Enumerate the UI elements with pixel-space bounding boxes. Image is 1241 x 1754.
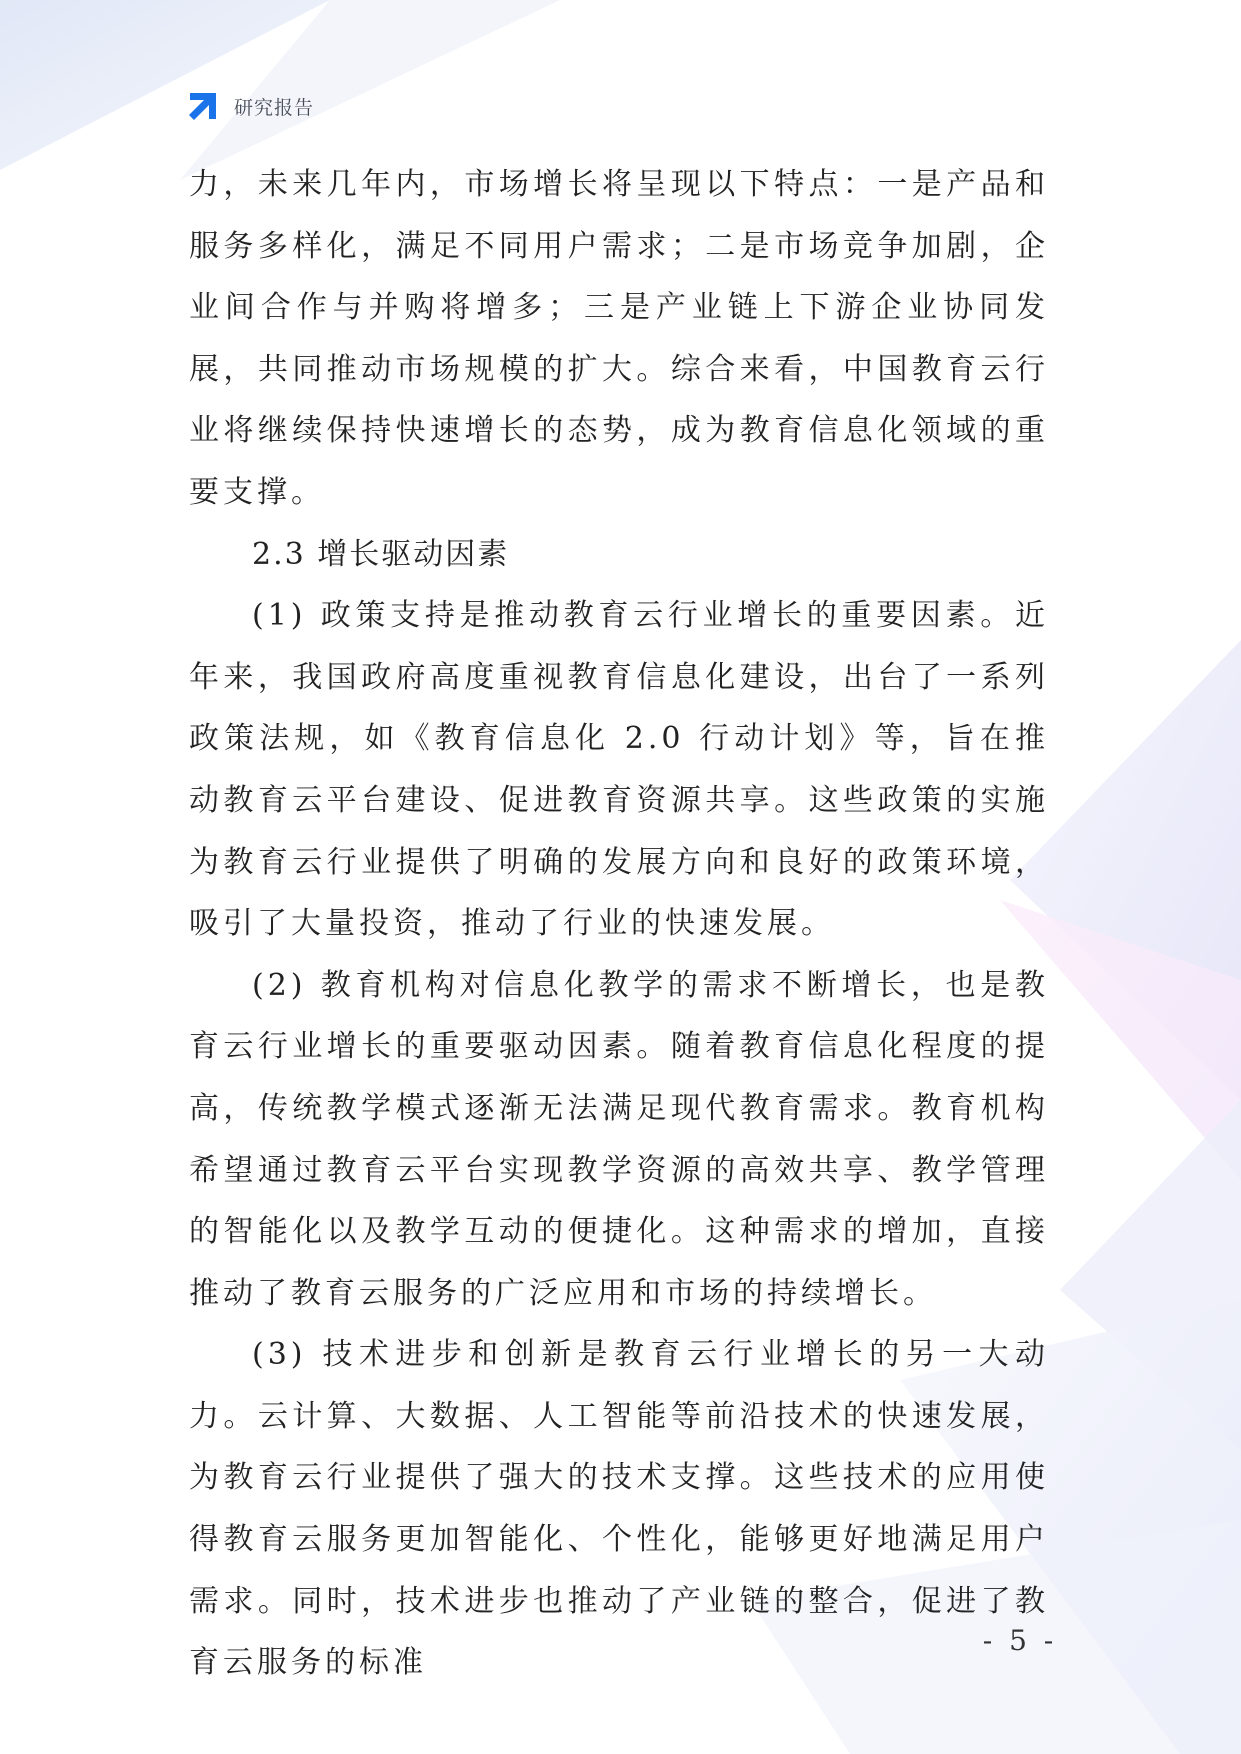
document-header [186, 88, 314, 124]
arrow-up-right-icon [186, 89, 220, 123]
paragraph-policy-support: (1) 政策支持是推动教育云行业增长的重要因素。近年来，我国政府高度重视教育信息化建设，出台了一系列政策法规，如《教育信息化 2.0 行动计划》等，旨在推动教育云平台建设、促进教育资源共享。这些政策的实施为教育云行业提供了明确的发展方向和良好的政策环境，吸引了大量投资，推动了行业的快速发展。 [189, 598, 1049, 942]
paragraph-technology-progress: (3) 技术进步和创新是教育云行业增长的另一大动力。云计算、大数据、人工智能等前沿技术的快速发展，为教育云行业提供了强大的技术支撑。这些技术的应用使得教育云服务更加智能化、个性化，能够更好地满足用户需求。同时，技术进步也推动了产业链的整合，促进了教育云服务的标准 [189, 1337, 1049, 1681]
section-heading: 2.3 增长驱动因素 [252, 536, 510, 572]
page-number: - 5 - [982, 1624, 1058, 1657]
report-title: 研究报告 [234, 96, 315, 119]
paragraph-education-demand: (2) 教育机构对信息化教学的需求不断增长，也是教育云行业增长的重要驱动因素。随着教育信息化程度的提高，传统教学模式逐渐无法满足现代教育需求。教育机构希望通过教育云平台实现教学资源的高效共享、教学管理的智能化以及教学互动的便捷化。这种需求的增加，直接推动了教育云服务的广泛应用和市场的持续增长。 [189, 967, 1049, 1311]
paragraph-continued: 力，未来几年内，市场增长将呈现以下特点：一是产品和服务多样化，满足不同用户需求；二是市场竞争加剧，企业间合作与并购将增多；三是产业链上下游企业协同发展，共同推动市场规模的扩大。综合来看，中国教育云行业将继续保持快速增长的态势，成为教育信息化领域的重要支撑。 [189, 167, 1049, 510]
report-body [189, 154, 1049, 1694]
